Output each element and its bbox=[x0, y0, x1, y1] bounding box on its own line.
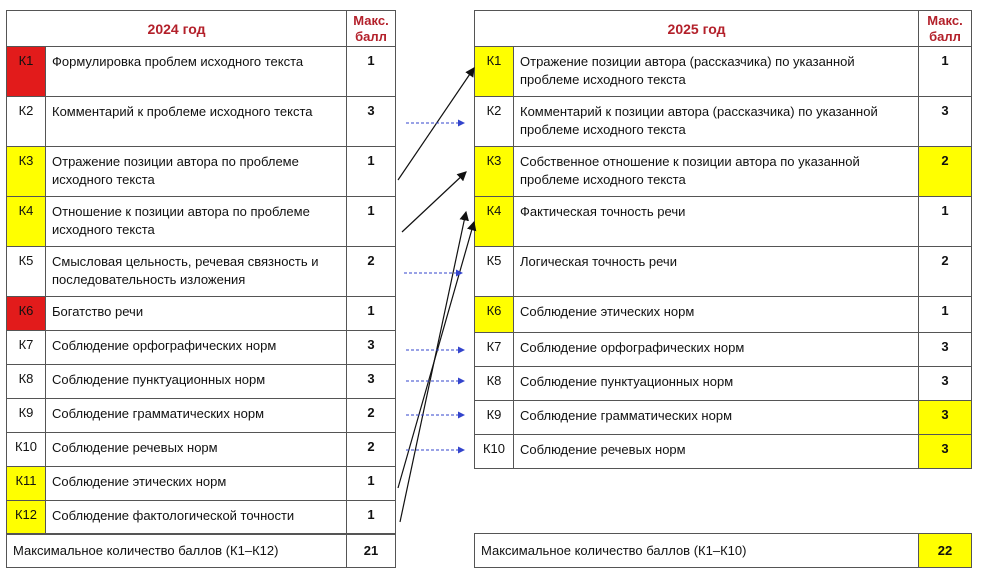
mapping-arrow bbox=[398, 222, 474, 488]
criterion-row bbox=[475, 247, 972, 297]
criterion-code: К12 bbox=[7, 501, 46, 535]
criterion-row bbox=[7, 399, 396, 433]
criterion-max-score: 2 bbox=[347, 399, 396, 433]
criterion-max-score: 3 bbox=[919, 401, 972, 435]
criterion-code: К7 bbox=[475, 333, 514, 367]
total-value: 21 bbox=[347, 534, 396, 568]
criterion-text: Комментарий к позиции автора (рассказчика) по указанной проблеме исходного текста bbox=[514, 97, 919, 147]
criterion-code: К3 bbox=[475, 147, 514, 197]
criterion-text: Соблюдение орфографических норм bbox=[46, 331, 347, 365]
criterion-text: Отношение к позиции автора по проблеме исходного текста bbox=[46, 197, 347, 247]
criterion-row bbox=[475, 147, 972, 197]
criterion-code: К1 bbox=[7, 47, 46, 97]
criterion-text: Соблюдение грамматических норм bbox=[514, 401, 919, 435]
criterion-text: Богатство речи bbox=[46, 297, 347, 331]
mapping-arrow bbox=[400, 212, 466, 522]
criterion-text: Соблюдение речевых норм bbox=[46, 433, 347, 467]
total-label: Максимальное количество баллов (К1–К12) bbox=[7, 534, 347, 568]
criterion-code: К3 bbox=[7, 147, 46, 197]
criterion-text: Собственное отношение к позиции автора по указанной проблеме исходного текста bbox=[514, 147, 919, 197]
criterion-text: Комментарий к проблеме исходного текста bbox=[46, 97, 347, 147]
criterion-text: Соблюдение этических норм bbox=[514, 297, 919, 333]
criterion-code: К8 bbox=[7, 365, 46, 399]
criterion-code: К6 bbox=[7, 297, 46, 331]
table-2025 bbox=[474, 10, 972, 469]
total-label: Максимальное количество баллов (К1–К10) bbox=[475, 534, 919, 568]
criterion-code: К10 bbox=[475, 435, 514, 469]
criterion-row bbox=[475, 367, 972, 401]
criterion-row bbox=[7, 297, 396, 331]
criterion-code: К2 bbox=[475, 97, 514, 147]
criterion-max-score: 1 bbox=[919, 197, 972, 247]
criterion-max-score: 1 bbox=[347, 297, 396, 331]
criterion-text: Соблюдение орфографических норм bbox=[514, 333, 919, 367]
criterion-code: К9 bbox=[475, 401, 514, 435]
criterion-max-score: 3 bbox=[919, 435, 972, 469]
criterion-row bbox=[475, 297, 972, 333]
criterion-max-score: 1 bbox=[347, 501, 396, 535]
table-2024 bbox=[6, 10, 396, 535]
mapping-arrow bbox=[398, 68, 474, 180]
mapping-arrow bbox=[402, 172, 466, 232]
criterion-max-score: 3 bbox=[919, 367, 972, 401]
criterion-max-score: 3 bbox=[347, 331, 396, 365]
criterion-text: Отражение позиции автора (рассказчика) по указанной проблеме исходного текста bbox=[514, 47, 919, 97]
criterion-max-score: 2 bbox=[347, 247, 396, 297]
criterion-text: Соблюдение пунктуационных норм bbox=[46, 365, 347, 399]
criterion-row bbox=[7, 365, 396, 399]
max-score-header: Макс. балл bbox=[919, 11, 972, 47]
criterion-code: К4 bbox=[475, 197, 514, 247]
criterion-text: Фактическая точность речи bbox=[514, 197, 919, 247]
table-2025-total bbox=[474, 533, 972, 568]
criterion-code: К5 bbox=[7, 247, 46, 297]
table-2025-title: 2025 год bbox=[475, 11, 919, 47]
criterion-code: К1 bbox=[475, 47, 514, 97]
criterion-max-score: 1 bbox=[347, 467, 396, 501]
criterion-max-score: 2 bbox=[347, 433, 396, 467]
criterion-max-score: 3 bbox=[919, 97, 972, 147]
criterion-text: Формулировка проблем исходного текста bbox=[46, 47, 347, 97]
criterion-row bbox=[7, 97, 396, 147]
criterion-row bbox=[475, 197, 972, 247]
criterion-row bbox=[7, 197, 396, 247]
criterion-code: К7 bbox=[7, 331, 46, 365]
criterion-row bbox=[475, 401, 972, 435]
criterion-code: К2 bbox=[7, 97, 46, 147]
criterion-row bbox=[475, 47, 972, 97]
table-2024-total bbox=[6, 533, 396, 568]
criterion-max-score: 2 bbox=[919, 147, 972, 197]
criterion-code: К11 bbox=[7, 467, 46, 501]
criterion-text: Смысловая цельность, речевая связность и последовательность изложения bbox=[46, 247, 347, 297]
criterion-row bbox=[475, 333, 972, 367]
criterion-text: Отражение позиции автора по проблеме исходного текста bbox=[46, 147, 347, 197]
criterion-row bbox=[7, 47, 396, 97]
criterion-row bbox=[7, 433, 396, 467]
criterion-code: К4 bbox=[7, 197, 46, 247]
criterion-code: К10 bbox=[7, 433, 46, 467]
criterion-max-score: 1 bbox=[347, 197, 396, 247]
criterion-row bbox=[7, 331, 396, 365]
criterion-code: К5 bbox=[475, 247, 514, 297]
criterion-text: Соблюдение этических норм bbox=[46, 467, 347, 501]
criterion-max-score: 2 bbox=[919, 247, 972, 297]
criterion-row bbox=[475, 97, 972, 147]
total-value: 22 bbox=[919, 534, 972, 568]
criterion-row bbox=[7, 147, 396, 197]
criterion-text: Соблюдение грамматических норм bbox=[46, 399, 347, 433]
criterion-code: К8 bbox=[475, 367, 514, 401]
criterion-max-score: 1 bbox=[919, 297, 972, 333]
criterion-text: Логическая точность речи bbox=[514, 247, 919, 297]
criterion-max-score: 1 bbox=[919, 47, 972, 97]
criterion-max-score: 3 bbox=[919, 333, 972, 367]
criterion-row bbox=[7, 467, 396, 501]
criterion-row bbox=[7, 501, 396, 535]
criterion-max-score: 1 bbox=[347, 47, 396, 97]
criterion-code: К9 bbox=[7, 399, 46, 433]
criterion-row bbox=[475, 435, 972, 469]
table-2024-title: 2024 год bbox=[7, 11, 347, 47]
criterion-max-score: 3 bbox=[347, 365, 396, 399]
criterion-max-score: 3 bbox=[347, 97, 396, 147]
criterion-max-score: 1 bbox=[347, 147, 396, 197]
criterion-text: Соблюдение фактологической точности bbox=[46, 501, 347, 535]
criterion-text: Соблюдение речевых норм bbox=[514, 435, 919, 469]
criterion-code: К6 bbox=[475, 297, 514, 333]
criterion-text: Соблюдение пунктуационных норм bbox=[514, 367, 919, 401]
max-score-header: Макс. балл bbox=[347, 11, 396, 47]
criterion-row bbox=[7, 247, 396, 297]
